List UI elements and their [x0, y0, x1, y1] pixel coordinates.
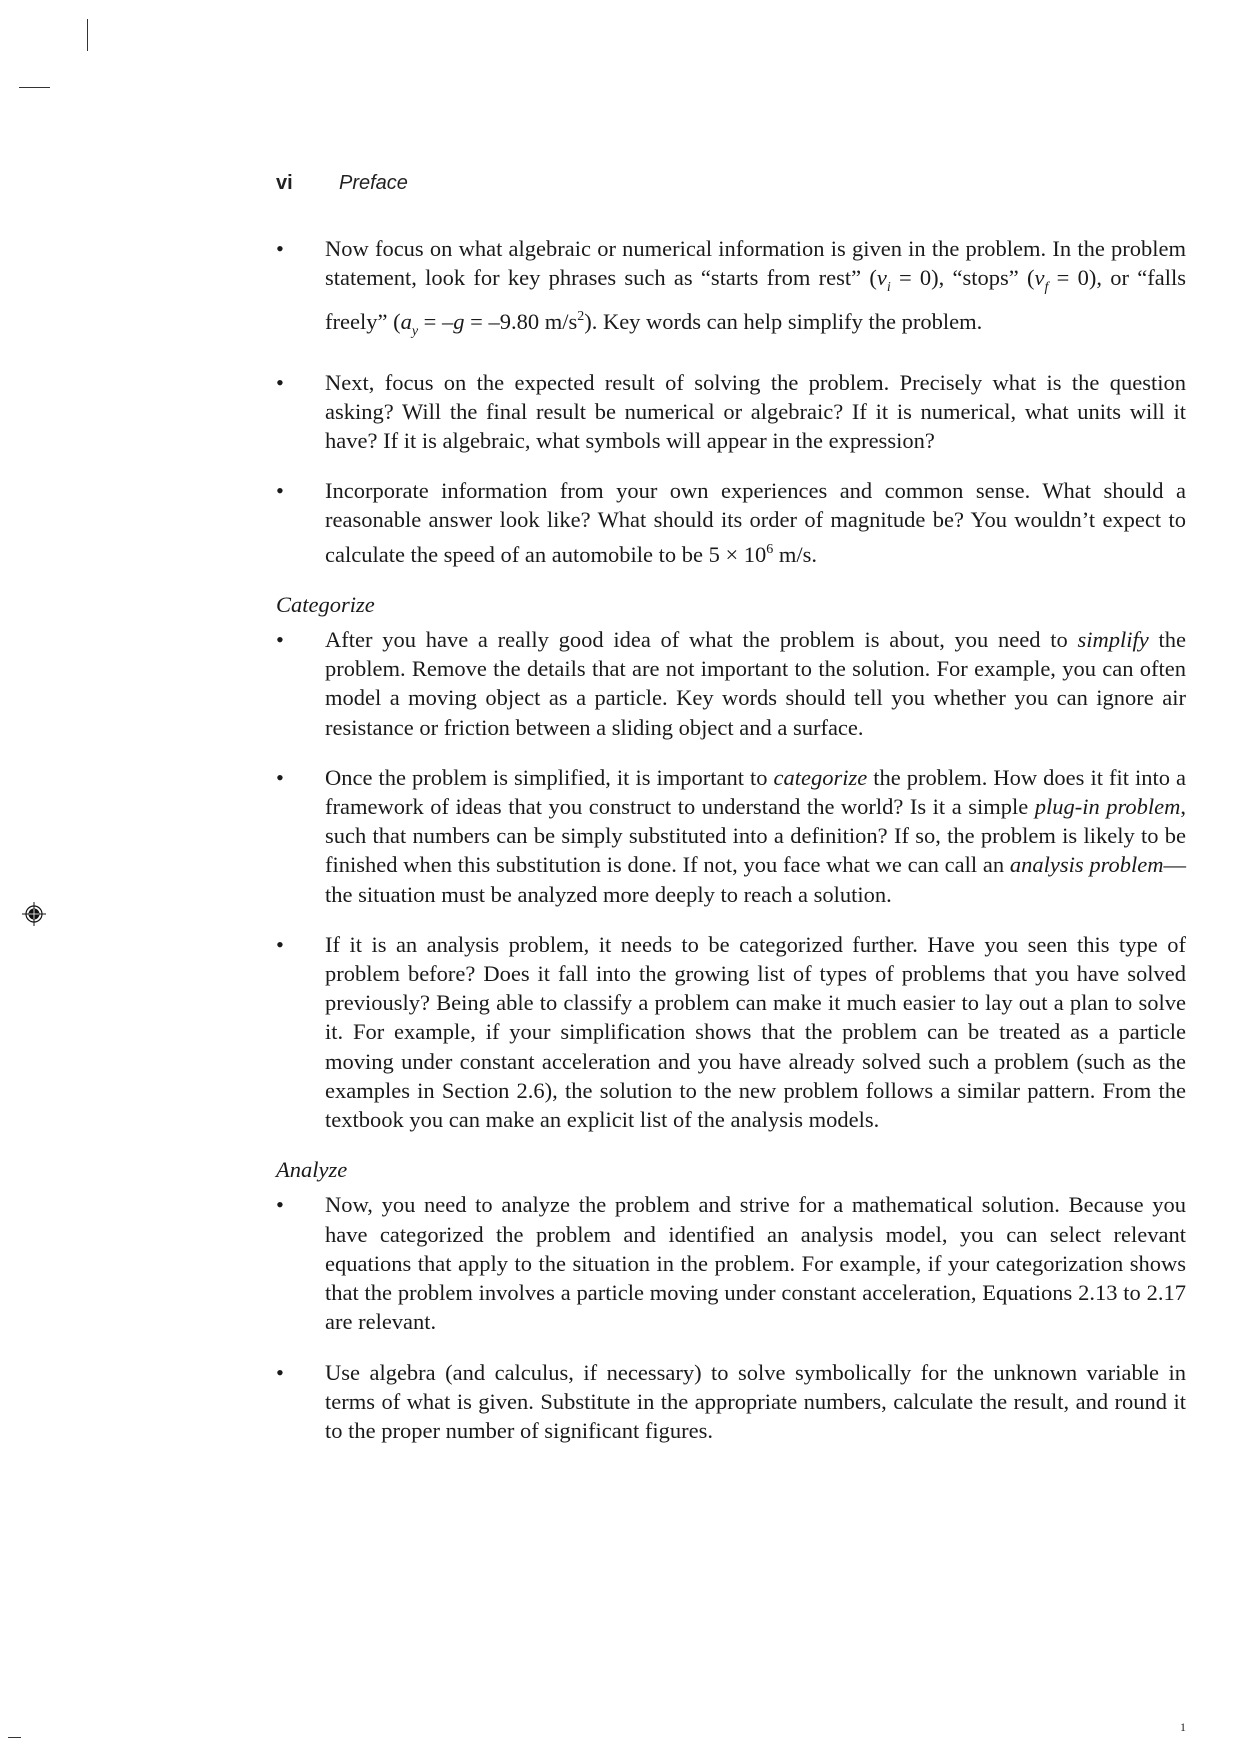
bullet-item: • Use algebra (and calculus, if necessary) to solve symbolically for the unknown variable in terms of what is given. Substitute in the appropriate numbers, calculate the result, and round it to the proper number of significant figures. [276, 1359, 1186, 1443]
running-head [276, 172, 408, 195]
section-heading-categorize: Categorize [276, 591, 375, 617]
crop-mark-bottom-icon [8, 1737, 21, 1738]
section-heading-analyze: Analyze [276, 1157, 348, 1183]
bullet-icon: • [276, 478, 284, 504]
bullet-item: • Once the problem is simplified, it is important to categorize the problem. How does it fit into a framework of ideas that you construct to understand the world? Is it a simple plug-in problem, such that numbers can be simply substituted into a definition? If so, the problem is likely to be finished when this substitution is done. If not, you face what we can call an analysis problem—the situation must be analyzed more deeply to reach a solution. [276, 764, 1186, 907]
bullet-icon: • [276, 369, 284, 395]
crop-mark-vertical-icon [87, 19, 88, 51]
crop-mark-horizontal-icon [19, 87, 50, 88]
bullet-item: • After you have a really good idea of what the problem is about, you need to simplify the problem. Remove the details that are not important to the solution. For example, you can often model a moving object as a particle. Key words should tell you whether you can ignore air resistance or friction between a sliding object and a surface. [276, 627, 1186, 740]
bullet-icon: • [276, 236, 284, 261]
bullet-item: • If it is an analysis problem, it needs to be categorized further. Have you seen this type of problem before? Does it fall into the growing list of types of problems that you have solved previously? Being able to classify a problem can make it much easier to lay out a plan to solve it. For example, if your simplification shows that the problem can be treated as a particle moving under constant acceleration and you have already solved such a problem (such as the examples in Section 2.6), the solution to the new problem follows a similar pattern. From the textbook you can make an explicit list of the analysis models. [276, 931, 1186, 1133]
page-folio: vi [276, 172, 293, 194]
chapter-title: Preface [339, 172, 408, 194]
bullet-icon: • [276, 1359, 284, 1385]
body-text [276, 234, 1186, 1466]
bullet-item: • Now focus on what algebraic or numerical information is given in the problem. In the problem statement, look for key phrases such as “starts from rest” $(v_i = 0)$, “stops” $(v_f = 0)$, or “falls freely” ($a_y = -g = -9.80$ $m/s^2$). Key words can help simplify the problem. [276, 236, 1186, 340]
page-number: 1 [1180, 1720, 1186, 1734]
bullet-item: • Now, you need to analyze the problem and strive for a mathematical solution. Because you have categorized the problem and identified an analysis model, you can select relevant equations that apply to the situation in the problem. For example, if your categorization shows that the problem involves a particle moving under constant acceleration, Equations 2.13 to 2.17 are relevant. [276, 1192, 1186, 1335]
registration-mark-icon [22, 902, 46, 926]
bullet-icon: • [276, 627, 284, 653]
bullet-icon: • [276, 764, 284, 790]
bullet-item: • Incorporate information from your own experiences and common sense. What should a reasonable answer look like? What should its order of magnitude be? You wouldn’t expect to calculate the speed of an automobile to be $5 \times 10^6$ m/s. [276, 478, 1186, 567]
bullet-item: • Next, focus on the expected result of solving the problem. Precisely what is the question asking? Will the final result be numerical or algebraic? If it is numerical, what units will it have? If it is algebraic, what symbols will appear in the expression? [276, 369, 1186, 454]
bullet-icon: • [276, 1192, 284, 1218]
bullet-icon: • [276, 931, 284, 957]
